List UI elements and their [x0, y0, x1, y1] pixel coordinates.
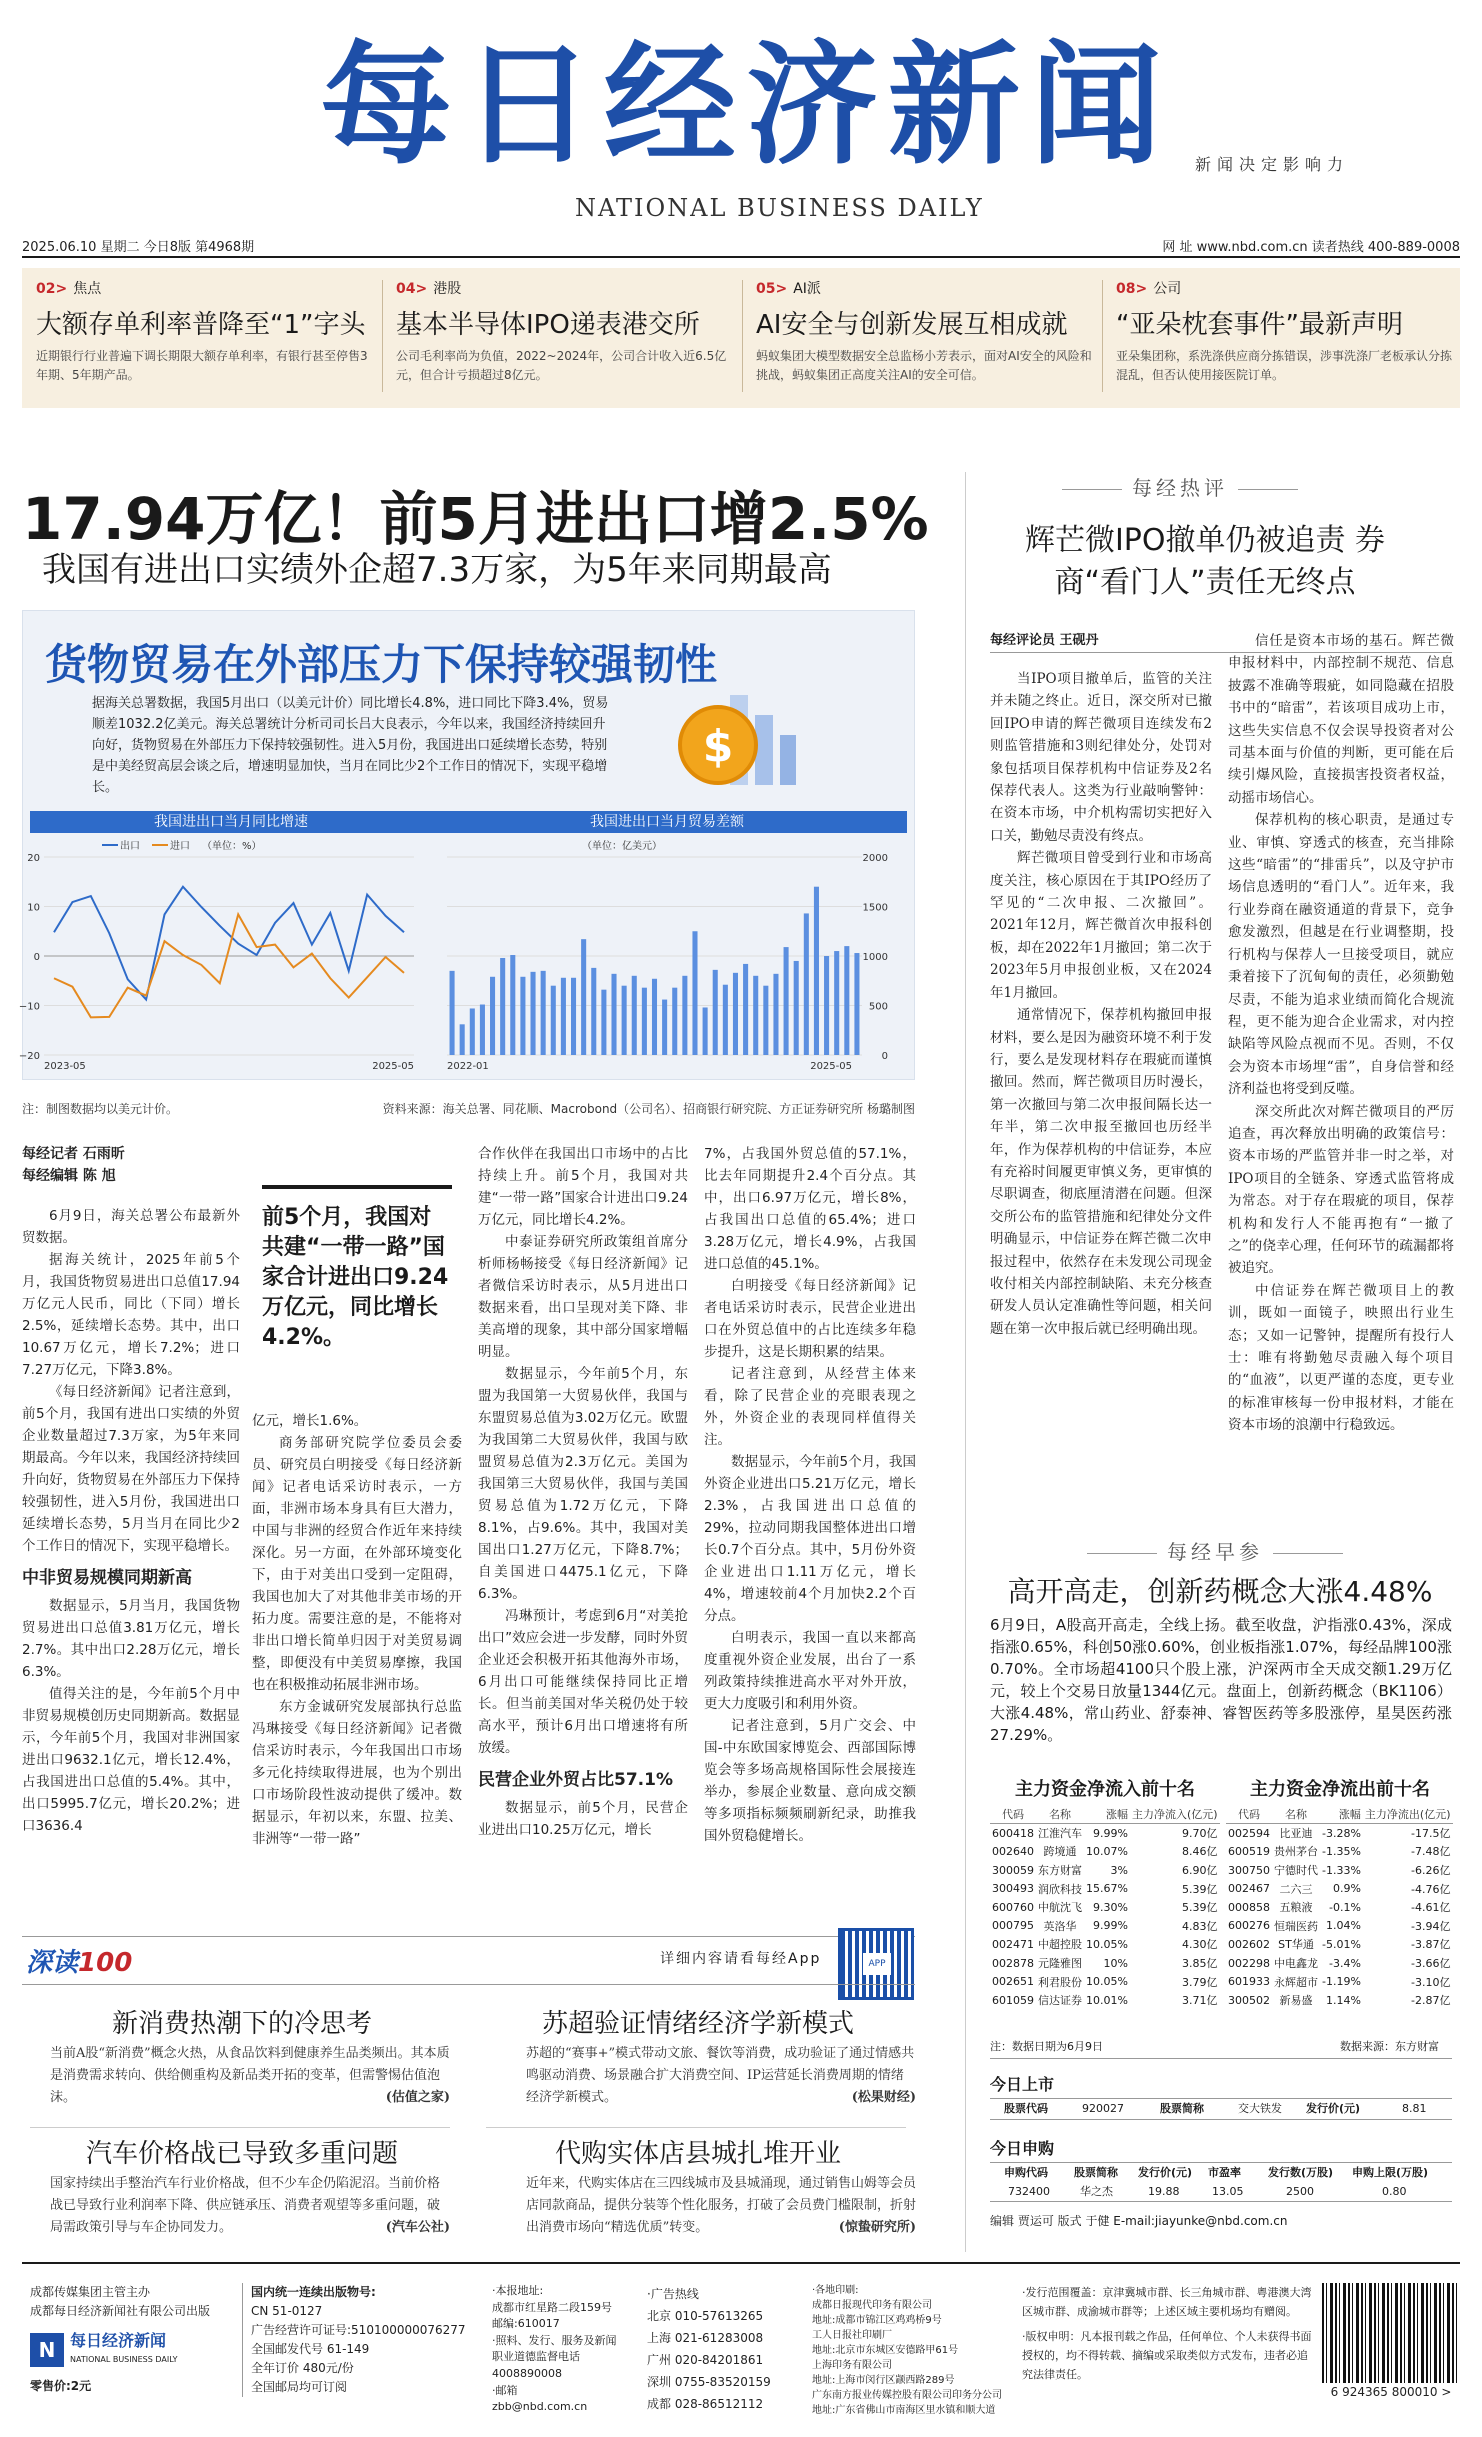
table-header: 涨幅: [1320, 1805, 1363, 1824]
bar: [561, 978, 566, 1055]
commentary-title[interactable]: 辉芒微IPO撤单仍被追责 券商“看门人”责任无终点: [1024, 523, 1386, 600]
y-tick-label: 10: [27, 902, 40, 914]
commentary-col-1: 当IPO项目撤单后，监管的关注并未随之终止。近日，深交所对已撤回IPO申请的辉芒微项目连续发布2则监管措施和3则纪律处分，处罚对象包括项目保荐机构中信证券及2名保荐代表人。这类为行业敲响警钟：在资本市场，中介机构需切实把好入口关，勤勉尽责没有终点。 辉芒微项目曾受到行业和市场高度关注，核心原因在于其IPO经历了罕见的“二次申报、二次撤回”。2021年12月，辉芒微首次申报科创板，却在2022年1月撤回；第二次于2023年5月申报创业板，又在2024年1月撤回。 通常情况下，保荐机构撤回申报材料，要么是因为融资环境不利于发行，要么是发现材料存在瑕疵而谨慎撤回。然而，辉芒微项目历时漫长，第一次撤回与第二次申报间隔长达一年半，第二次申报至撤回也历经半年，作为保荐机构的中信证券，本应有充裕时间履更审慎义务，更审慎的尽职调查，彻底厘清潜在问题。但深交所公布的监管措施和纪律处分文件明确显示，中信证券在辉芒微二次申报过程中，依然存在未发现公司现金收付相关内部控制缺陷、未充分核查研发人员认定准确性等问题，相关问题在第一次申报后就已经明确出现。: [990, 671, 1212, 1337]
bar: [460, 1024, 465, 1055]
bar: [692, 931, 697, 1055]
subhead: 民营企业外贸占比57.1%: [478, 1770, 673, 1790]
bar: [632, 976, 637, 1055]
inflow-row: 600760 中航沈飞 9.30% 5.39亿: [992, 1900, 1218, 1915]
article-col-1: 每经记者 石雨昕 每经编辑 陈 旭 6月9日，海关总署公布最新外贸数据。 据海关统计，2025年前5个月，我国货物贸易进出口总值17.94万亿元人民币，同比（下同）增长2.5%，延续增长态势。其中，出口10.67万亿元，增长7.2%；进口7.27万亿元，下降3.8%。 《每日经济新闻》记者注意到，前5个月，我国有进出口实绩的外贸企业数量超过7.3万家，为5年来同期最高。今年以来，我国经济持续回升向好，货物贸易在外部压力下保持较强韧性，进入5月份，我国进出口延续增长态势，5月当月在同比少2个工作日的情况下，实现平稳增长。 中非贸易规模同期新高 数据显示，5月当月，我国货物贸易进出口总值3.81万亿元，增长2.7%。其中出口2.28万亿元，增长6.3%。 值得关注的是，今年前5个月中非贸易规模创历史同期新高。数据显示，今年前5个月，我国对非洲国家进出口9632.1亿元，增长12.4%，占我国进出口总值的5.4%。其中，出口5995.7亿元，增长20.2%；进口3636.4: [22, 1146, 240, 1834]
table-header: 名称: [1272, 1805, 1320, 1824]
x-tick-label: 2022-01: [447, 1061, 489, 1072]
bar: [834, 951, 839, 1055]
masthead-title: 每日经济新闻: [320, 29, 1172, 183]
teaser-headline: “亚朵枕套事件”最新声明: [1116, 310, 1403, 340]
article-col-3: 合作伙伴在我国出口市场中的占比持续上升。前5个月，我国对共建“一带一路”国家合计进出口9.24万亿元，同比增长4.2%。 中泰证券研究所政策组首席分析师杨畅接受《每日经济新闻》记者微信采访时表示，从5月进出口数据来看，出口呈现对美下降、非美高增的现象，其中部分国家增幅明显。 数据显示，今年前5个月，东盟为我国第一大贸易伙伴，我国与东盟贸易总值为3.02万亿元。欧盟为我国第二大贸易伙伴，我国与欧盟贸易总值为2.3万亿元。美国为我国第三大贸易伙伴，我国与美国贸易总值为1.72万亿元，下降8.1%，占9.6%。其中，我国对美国出口1.27万亿元，下降8.7%；自美国进口4475.1亿元，下降6.3%。 冯琳预计，考虑到6月“对美抢出口”效应会进一步发酵，同时外贸企业还会积极开拓其他海外市场，6月出口可能继续保持同比正增长。但当前美国对华关税仍处于较高水平，预计6月出口增速将有所放缓。 民营企业外贸占比57.1% 数据显示，前5个月，民营企业进出口10.25万亿元，增长: [478, 1146, 688, 1838]
inflow-row: 300059 东方财富 3% 6.90亿: [992, 1863, 1218, 1878]
outflow-row: 600276 恒瑞医药 1.04% -3.94亿: [1228, 1919, 1451, 1933]
inflow-row: 002471 中超控股 10.05% 4.30亿: [992, 1937, 1218, 1952]
y-tick-label: 500: [868, 1001, 888, 1013]
bar: [622, 986, 627, 1055]
dateline: 2025.06.10 星期二 今日8版 第4968期: [22, 240, 255, 255]
bar: [541, 971, 546, 1055]
bar: [652, 979, 657, 1055]
table-header: 主力净流入(亿元): [1130, 1805, 1220, 1824]
subscription-title: 今日申购: [990, 2139, 1055, 2158]
inflow-table: [990, 1805, 1220, 2010]
teaser[interactable]: 02> 焦点 大额存单利率普降至“1”字头 近期银行行业普遍下调长期限大额存单利率，有银行甚至停售3年期、5年期产品。: [36, 278, 376, 400]
deep-text: 苏超的“赛事+”模式带动文旅、餐饮等消费，成功验证了通过情感共鸣驱动消费、场景融合扩大消费空间、IP运营延长消费周期的情绪经济学新模式。 (松果财经): [526, 2046, 916, 2105]
inflow-row: 601059 信达证券 10.01% 3.71亿: [992, 1993, 1218, 2008]
lead-headline: 17.94万亿！前5月进出口增2.5%: [22, 485, 929, 553]
bar: [844, 946, 849, 1055]
bar: [824, 956, 829, 1055]
bar: [794, 961, 799, 1055]
teaser[interactable]: 04> 港股 基本半导体IPO递表港交所 公司毛利率尚为负值，2022~2024年，公司合计收入近6.5亿元，但合计亏损超过8亿元。: [396, 278, 736, 400]
deep-text: 当前A股“新消费”概念火热，从食品饮料到健康养生品类频出。其本质是消费需求转向、供给侧重构及新品类开拓的变革，但需警惕估值泡沫。 (估值之家): [50, 2046, 450, 2105]
lead-subheadline: 我国有进出口实绩外企超7.3万家，为5年来同期最高: [42, 550, 832, 590]
table-header: 名称: [1036, 1805, 1084, 1824]
chart-title: 我国进出口当月贸易差额: [427, 811, 907, 833]
inflow-row: 002651 利君股份 10.05% 3.79亿: [992, 1975, 1218, 1989]
infographic-text: 据海关总署数据，我国5月出口（以美元计价）同比增长4.8%，进口同比下降3.4%，贸易顺差1032.2亿美元。海关总署统计分析司司长吕大良表示，今年以来，我国经济持续回升向好，货物贸易在外部压力下保持较强韧性。进入5月份，我国进出口延续增长态势，特别是中美经贸高层会谈之后，增速明显加快，当月在同比少2个工作日的情况下，实现平稳增长。: [92, 696, 609, 795]
listing-title: 今日上市: [990, 2075, 1055, 2094]
y-tick-label: 0: [881, 1051, 888, 1062]
table-note: 注：数据日期为6月9日: [990, 2040, 1103, 2053]
outflow-title: 主力资金净流出前十名: [1250, 1779, 1430, 1800]
teaser[interactable]: 05> AI派 AI安全与创新发展互相成就 蚂蚁集团大模型数据安全总监杨小芳表示，面对AI安全的风险和挑战，蚂蚁集团正高度关注AI的安全可信。: [756, 278, 1096, 400]
outflow-row: 600519 贵州茅台 -1.35% -7.48亿: [1228, 1844, 1451, 1859]
svg-text:$: $: [702, 721, 734, 772]
bar: [854, 953, 859, 1055]
teaser-headline: AI安全与创新发展互相成就: [756, 310, 1068, 340]
infographic-title: 货物贸易在外部压力下保持较强韧性: [45, 640, 718, 689]
barcode: 6 924365 800010 >: [1322, 2283, 1460, 2402]
pull-quote: 前5个月，我国对共建“一带一路”国家合计进出口9.24万亿元，同比增长4.2%。: [262, 1185, 452, 1353]
bar: [703, 1007, 708, 1055]
deep-title[interactable]: 新消费热潮下的冷思考: [111, 2009, 372, 2039]
commentary-author: 每经评论员 王砚丹: [990, 633, 1099, 648]
morning-text: 6月9日，A股高开高走，全线上扬。截至收盘，沪指涨0.43%，深成指涨0.65%，科创50涨0.60%，创业板指涨1.07%，每经品牌100涨0.70%。全市场超4100只个股上涨，沪深两市全天成交额1.29万亿元，较上个交易日放量1344亿元。盘面上，创新药概念（BK1106）大涨4.48%，常山药业、舒泰神、睿智医药等多股涨停，星昊医药涨27.29%。: [990, 1616, 1452, 1744]
inflow-row: 600418 江淮汽车 9.99% 9.70亿: [992, 1826, 1218, 1841]
bar: [520, 977, 525, 1055]
y-tick-label: −20: [18, 1051, 40, 1062]
outflow-row: 002602 ST华通 -5.01% -3.87亿: [1228, 1937, 1451, 1952]
caption: 注：制图数据均以美元计价。 资料来源：海关总署、同花顺、Macrobond（公司名）、招商银行研究院、方正证券研究所 杨璐制图: [22, 1102, 915, 1116]
teaser[interactable]: 08> 公司 “亚朵枕套事件”最新声明 亚朵集团称，系洗涤供应商分拣错误，涉事洗涤厂老板承认分拣混乱，但否认使用接医院订单。: [1116, 278, 1456, 400]
commentary-label: 每经热评: [990, 472, 1370, 501]
outflow-row: 300750 宁德时代 -1.33% -6.26亿: [1228, 1863, 1451, 1878]
inflow-row: 002878 元隆雅图 10% 3.85亿: [992, 1956, 1218, 1971]
outflow-row: 601933 永辉超市 -1.19% -3.10亿: [1228, 1975, 1451, 1989]
bar: [662, 1000, 667, 1055]
article-col-4: 7%，占我国外贸总值的57.1%，比去年同期提升2.4个百分点。其中，出口6.97万亿元，增长8%，占我国出口总值的65.4%；进口3.28万亿元，增长4.9%，占我国进口总值的45.1%。 白明接受《每日经济新闻》记者电话采访时表示，民营企业进出口在外贸总值中的占比连续多年稳步提升，这是长期积累的结果。 记者注意到，从经营主体来看，除了民营企业的亮眼表现之外，外资企业的表现同样值得关注。 数据显示，今年前5个月，我国外资企业进出口5.21万亿元，增长2.3%，占我国进出口总值的29%，拉动同期我国整体进出口增长0.7个百分点。其中，5月份外资企业进出口1.11万亿元，增长4%，增速较前4个月加快2.2个百分点。 白明表示，我国一直以来都高度重视外资企业发展，出台了一系列政策持续推进高水平对外开放，更大力度吸引和利用外资。 记者注意到，5月广交会、中国-中东欧国家博览会、西部国际博览会等多场高规格国际性会展接连举办，参展企业数量、意向成交额等多项指标频频刷新纪录，助推我国外贸稳健增长。: [704, 1146, 916, 1844]
deep-text: 国家持续出手整治汽车行业价格战，但不少车企仍陷泥沼。当前价格战已导致行业利润率下降、供应链承压、消费者观望等多重问题，破局需政策引导与车企协同发力。 (汽车公社): [50, 2176, 450, 2235]
bar: [591, 968, 596, 1055]
chart-title: 我国进出口当月同比增速: [30, 811, 432, 833]
footer-logo: N 每日经济新闻 NATIONAL BUSINESS DAILY: [30, 2331, 240, 2369]
deep-text: 近年来，代购实体店在三四线城市及县城涌现，通过销售山姆等会员店同款商品，提供分装等个性化服务，打破了会员费门槛限制，折射出消费市场向“精选优质”转变。 (惊蛰研究所): [526, 2176, 917, 2235]
bar: [804, 913, 809, 1055]
bar: [723, 985, 728, 1055]
bar: [601, 990, 606, 1055]
bar: [814, 887, 819, 1055]
legend-label: 出口: [120, 841, 140, 852]
inflow-title: 主力资金净流入前十名: [1015, 1779, 1195, 1800]
inflow-row: 002640 跨境通 10.07% 8.46亿: [992, 1844, 1218, 1859]
table-header: 代码: [990, 1805, 1036, 1824]
bar: [753, 976, 758, 1055]
table-header: 涨幅: [1084, 1805, 1130, 1824]
trade-charts: [18, 833, 915, 1083]
page-editor: 编辑 贾运可 版式 于健 E-mail:jiayunke@nbd.com.cn: [990, 2214, 1288, 2228]
table-header: 主力净流出(亿元): [1363, 1805, 1453, 1824]
bar: [743, 964, 748, 1055]
subscription-row: 732400 华之杰 19.88 13.05 2500 0.80: [990, 2182, 1452, 2202]
bar: [784, 947, 789, 1055]
deep-title[interactable]: 代购实体店县城扎堆开业: [554, 2139, 841, 2169]
bar: [733, 973, 738, 1055]
bar: [773, 974, 778, 1055]
subscription-header: 申购代码 股票简称 发行价(元) 市盈率 发行数(万股) 申购上限(万股): [990, 2162, 1452, 2182]
commentary-col-2: 信任是资本市场的基石。辉芒微申报材料中，内部控制不规范、信息披露不准确等瑕疵，如同隐藏在招股书中的“暗雷”，若该项目成功上市，这些失实信息不仅会误导投资者对公司基本面与价值的判断，更可能在后续引爆风险，直接损害投资者权益，动摇市场信心。 保荐机构的核心职责，是通过专业、审慎、穿透式的核查，充当排除这些“暗雷”的“排雷兵”，以及守护市场信息透明的“看门人”。近年来，我行业券商在融资通道的背景下，竞争愈发激烈，但越是在行业调整期，投行机构与保荐人一旦接受项目，就应秉着接下了沉甸甸的责任，必须勤勉尽责，不能为追求业绩而简化合规流程，更不能为迎合企业需求，对内控缺陷等风险点视而不见。否则，不仅会为资本市场埋“雷”，自身信誉和经济利益也将受到反噬。 深交所此次对辉芒微项目的严厉追查，再次释放出明确的政策信号：资本市场的严监管并非一时之举，对IPO项目的全链条、穿透式监管将成为常态。对于存在瑕疵的项目，保荐机构和发行人不能再抱有“一撤了之”的侥幸心理，任何环节的疏漏都将被追究。 中信证券在辉芒微项目上的教训，既如一面镜子，映照出行业生态；又如一记警钟，提醒所有投行人士：唯有将勤勉尽责融入每个项目的“血液”，以更严谨的态度，更专业的标准审核每一份申报材料，才能在资本市场的浪潮中行稳致远。: [1228, 633, 1454, 1434]
teaser-headline: 基本半导体IPO递表港交所: [396, 310, 700, 340]
y-tick-label: 0: [33, 952, 40, 963]
outflow-row: 002298 中电鑫龙 -3.4% -3.66亿: [1228, 1956, 1451, 1971]
y-tick-label: 20: [27, 853, 40, 864]
deep-title[interactable]: 汽车价格战已导致多重问题: [85, 2139, 398, 2169]
bar: [500, 958, 505, 1055]
table-source: 数据来源：东方财富: [1340, 2040, 1439, 2053]
article-col-2: 亿元，增长1.6%。 商务部研究院学位委员会委员、研究员白明接受《每日经济新闻》记者电话采访时表示，一方面，非洲市场本身具有巨大潜力，中国与非洲的经贸合作近年来持续深化。另一方面，在外部环境变化下，由于对美出口受到一定阻碍，我国也加大了对其他非美市场的开拓力度。需要注意的是，不能将对非出口增长简单归因于对美贸易调整，即便没有中美贸易摩擦，我国也在积极推动拓展非洲市场。 东方金诚研究发展部执行总监冯琳接受《每日经济新闻》记者微信采访时表示，今年我国出口市场多元化持续取得进展，也为个别出口市场阶段性波动提供了缓冲。数据显示，年初以来，东盟、拉美、非洲等“一带一路”: [252, 1413, 462, 1847]
teaser-band: [22, 268, 1460, 408]
y-tick-label: 1500: [862, 902, 888, 914]
x-tick-label: 2023-05: [44, 1061, 86, 1072]
bar: [531, 972, 536, 1055]
inflow-row: 000795 英洛华 9.99% 4.83亿: [992, 1919, 1218, 1933]
y-axis-label: （单位：亿美元）: [582, 841, 662, 852]
x-tick-label: 2025-05: [810, 1061, 852, 1072]
bar: [713, 970, 718, 1055]
y-tick-label: −10: [18, 1001, 40, 1013]
footer: 成都传媒集团主管主办 成都每日经济新闻社有限公司出版 N 每日经济新闻 NATIONAL BUSINESS DAILY 零售价:2元 国内统一连续出版物号: CN 51-0127 广告经营许可证号:510100000076277 全国邮发代号 61-149 全年订价 480元/份 全国邮局均可订阅 ·本报地址: 成都市红星路二段159号 邮编:610017 ·照料、发行、服务及新闻 职业道德监督电话 4008890008 ·邮箱 zbb@nbd.com.cn ·广告热线 北京 010-57613265 上海 021-61283008 广州 020-84201861 深圳 0755-83520159 成都 028-86512112 ·各地印刷: 成都日报现代印务有限公司 地址:成都市锦江区鸡鸡桥9号 工人日报社印刷厂 地址:北京市东城区安德路甲61号 上海印务有限公司 地址:上海市闵行区颛西路289号 广东南方报业传媒控股有限公司印务分公司 地址:广东省佛山市南海区里水镇和顺大道 ·发行范围覆盖：京津冀城市群、长三角城市群、粤港澳大湾区城市群、成渝城市群等；上述区域主要机场均有赠阅。 ·版权申明：凡本报刊载之作品，任何单位、个人未获得书面授权的，均不得转载、摘编或采取类似方式发布，违者必追究法律责任。 6 924365 800010 >: [22, 2275, 1460, 2425]
outflow-row: 002467 二六三 0.9% -4.76亿: [1228, 1882, 1451, 1896]
bar: [490, 977, 495, 1055]
app-notice: 详细内容请看每经App: [660, 1951, 822, 1967]
bar: [682, 976, 687, 1055]
bar: [510, 955, 515, 1055]
morning-label: 每经早参: [990, 1536, 1440, 1565]
bar: [581, 939, 586, 1055]
outflow-row: 300502 新易盛 1.14% -2.87亿: [1228, 1993, 1451, 2008]
series-line-出口: [54, 887, 404, 1000]
x-tick-label: 2025-05: [372, 1061, 414, 1072]
y-axis-label: （单位：%）: [202, 841, 262, 852]
coin-illustration: [640, 675, 800, 805]
teaser-headline: 大额存单利率普降至“1”字头: [36, 310, 366, 340]
outflow-row: 000858 五粮液 -0.1% -4.61亿: [1228, 1900, 1451, 1915]
legend-label: 进口: [170, 841, 190, 852]
y-tick-label: 1000: [862, 952, 888, 963]
bar: [611, 974, 616, 1055]
bar: [672, 988, 677, 1055]
qr-code[interactable]: APP: [838, 1928, 914, 2000]
slogan: 新闻决定影响力: [1195, 155, 1350, 174]
outflow-row: 002594 比亚迪 -3.28% -17.5亿: [1228, 1826, 1451, 1841]
table-header: 代码: [1226, 1805, 1272, 1824]
subhead: 中非贸易规模同期新高: [22, 1568, 192, 1588]
bar: [763, 986, 768, 1055]
y-tick-label: 2000: [862, 853, 888, 864]
bar: [480, 1005, 485, 1055]
bar: [551, 986, 556, 1055]
masthead-en: NATIONAL BUSINESS DAILY: [575, 194, 984, 222]
bar: [642, 988, 647, 1055]
site-info: 网 址 www.nbd.com.cn 读者热线 400-889-0008: [1162, 240, 1460, 255]
deep-read-label: 深读100: [26, 1948, 133, 1978]
morning-title[interactable]: 高开高走，创新药概念大涨4.48%: [1007, 1575, 1433, 1608]
inflow-row: 300493 润欣科技 15.67% 5.39亿: [992, 1882, 1218, 1896]
bar: [571, 978, 576, 1055]
divider: [22, 256, 1460, 258]
bar: [470, 1008, 475, 1055]
outflow-table: [1226, 1805, 1453, 2010]
bar: [450, 971, 455, 1055]
deep-title[interactable]: 苏超验证情绪经济学新模式: [541, 2009, 854, 2039]
listing-row: 股票代码 920027 股票简称 交大铁发 发行价(元) 8.81: [990, 2098, 1452, 2120]
